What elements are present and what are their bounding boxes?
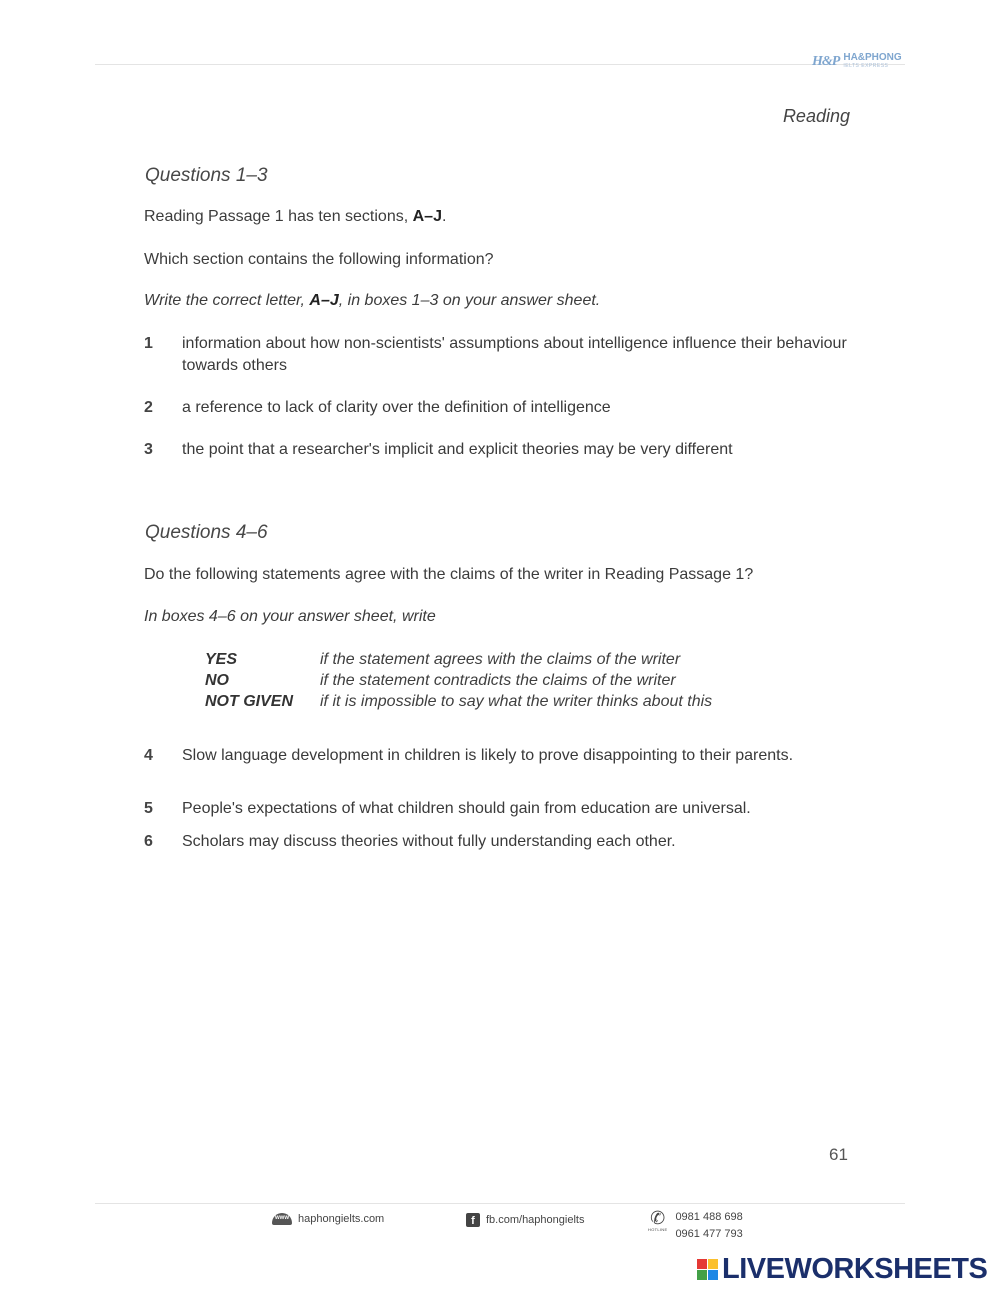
key-definition: if the statement agrees with the claims of the writer	[320, 651, 681, 668]
ha-phong-logo	[812, 54, 902, 70]
key-term: YES	[205, 651, 238, 668]
facebook-text: fb.com/haphongielts	[486, 1214, 585, 1226]
logo-name: HA&PHONG	[843, 52, 902, 63]
question-text: Slow language development in children is likely to prove disappointing to their parents.	[182, 747, 794, 764]
question-item	[144, 439, 854, 461]
key-row	[205, 670, 712, 691]
logo-mark: H&P	[812, 54, 840, 69]
hotline-label: HOTLINE	[648, 1227, 668, 1232]
liveworksheets-text: LIVEWORKSHEETS	[722, 1253, 988, 1285]
liveworksheets-watermark	[697, 1253, 987, 1286]
question-item	[144, 333, 854, 377]
phone-icon: ✆ HOTLINE	[648, 1208, 668, 1232]
key-row	[205, 649, 712, 670]
question-item	[144, 831, 854, 853]
answer-key-table	[205, 649, 712, 712]
section-title: Reading	[782, 106, 850, 126]
question-number: 5	[144, 800, 153, 817]
question-text: Scholars may discuss theories without fully understanding each other.	[182, 833, 676, 850]
instruction-agree: Do the following statements agree with the claims of the writer in Reading Passage 1?	[144, 566, 754, 583]
instruction-write-letter: Write the correct letter, A–J, in boxes 1–3 on your answer sheet.	[144, 292, 601, 309]
question-number: 3	[144, 441, 153, 458]
question-item	[144, 397, 854, 419]
liveworksheets-logo-icon	[697, 1259, 718, 1280]
key-definition: if it is impossible to say what the writer thinks about this	[320, 693, 713, 710]
instruction-boxes: In boxes 4–6 on your answer sheet, write	[144, 608, 436, 625]
questions-4-6-heading: Questions 4–6	[145, 522, 268, 543]
facebook-icon: f	[466, 1213, 480, 1227]
question-number: 6	[144, 833, 153, 850]
question-number: 2	[144, 399, 153, 416]
phone-number-2: 0961 477 793	[675, 1228, 743, 1240]
page-number: 61	[829, 1145, 848, 1164]
footer-hotline	[648, 1209, 743, 1243]
question-text: information about how non-scientists' assumptions about intelligence influence their behaviour towards others	[182, 335, 847, 374]
logo-subtitle: IELTS EXPRESS	[843, 63, 889, 69]
question-text: the point that a researcher's implicit and explicit theories may be very different	[182, 441, 733, 458]
questions-1-3-heading: Questions 1–3	[145, 165, 268, 186]
key-term: NO	[205, 672, 229, 689]
question-item	[144, 798, 854, 820]
question-text: People's expectations of what children should gain from education are universal.	[182, 800, 751, 817]
footer-website[interactable]	[272, 1213, 384, 1225]
question-number: 1	[144, 335, 153, 352]
phone-number-1: 0981 488 698	[675, 1211, 743, 1223]
website-text: haphongielts.com	[298, 1213, 385, 1225]
question-item	[144, 745, 854, 767]
instruction-sections: Reading Passage 1 has ten sections, A–J.	[144, 208, 447, 225]
footer-rule	[95, 1203, 905, 1204]
key-term: NOT GIVEN	[205, 693, 294, 710]
header-rule	[95, 64, 905, 65]
instruction-which-section: Which section contains the following information?	[144, 251, 494, 268]
question-number: 4	[144, 747, 153, 764]
key-definition: if the statement contradicts the claims of the writer	[320, 672, 676, 689]
globe-icon: www	[272, 1213, 292, 1225]
key-row	[205, 691, 712, 712]
question-text: a reference to lack of clarity over the definition of intelligence	[182, 399, 611, 416]
footer-facebook[interactable]	[466, 1213, 584, 1227]
